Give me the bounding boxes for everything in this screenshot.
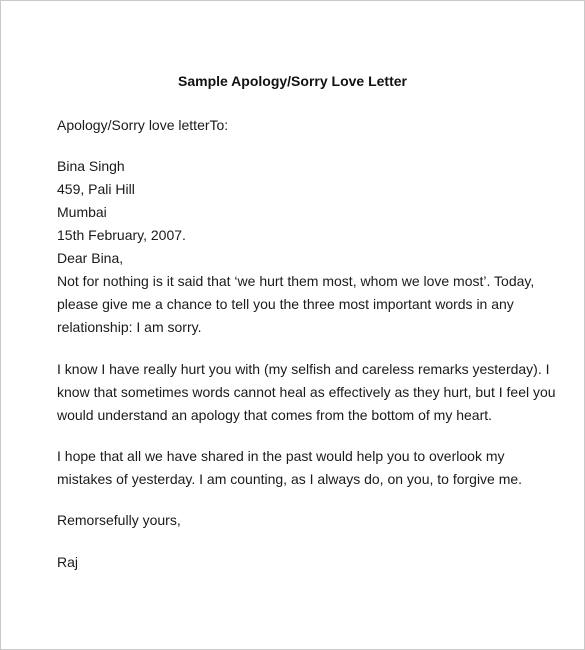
paragraph-2 — [57, 358, 556, 427]
paragraph-1-line-3: relationship: I am sorry. — [57, 319, 202, 335]
letter-date: 15th February, 2007. — [57, 227, 186, 243]
paragraph-3 — [57, 445, 547, 491]
signature: Raj — [57, 554, 79, 570]
paragraph-3-line-2: mistakes of yesterday. I am counting, as I always do, on you, to forgive me. — [57, 471, 523, 487]
closing: Remorsefully yours, — [57, 512, 181, 528]
paragraph-2-line-3: would understand an apology that comes from the bottom of my heart. — [57, 407, 493, 423]
paragraph-1 — [57, 270, 547, 339]
address-line-city: Mumbai — [57, 204, 107, 220]
address-line-name: Bina Singh — [57, 158, 125, 174]
paragraph-1-line-1: Not for nothing is it said that ‘we hurt them most, whom we love most’. Today, — [57, 273, 535, 289]
letter-content — [57, 114, 556, 574]
paragraph-2-line-1: I know I have really hurt you with (my selfish and careless remarks yesterday). I — [57, 361, 550, 377]
paragraph-3-line-1: I hope that all we have shared in the past would help you to overlook my — [57, 448, 505, 464]
letter-title: Sample Apology/Sorry Love Letter — [178, 73, 407, 89]
paragraph-1-line-2: please give me a chance to tell you the three most important words in any — [57, 296, 514, 312]
salutation: Dear Bina, — [57, 250, 124, 266]
heading-line: Apology/Sorry love letterTo: — [57, 117, 229, 133]
paragraph-2-line-2: know that sometimes words cannot heal as effectively as they hurt, but I feel you — [57, 384, 556, 400]
address-line-street: 459, Pali Hill — [57, 181, 135, 197]
recipient-address — [57, 155, 547, 247]
